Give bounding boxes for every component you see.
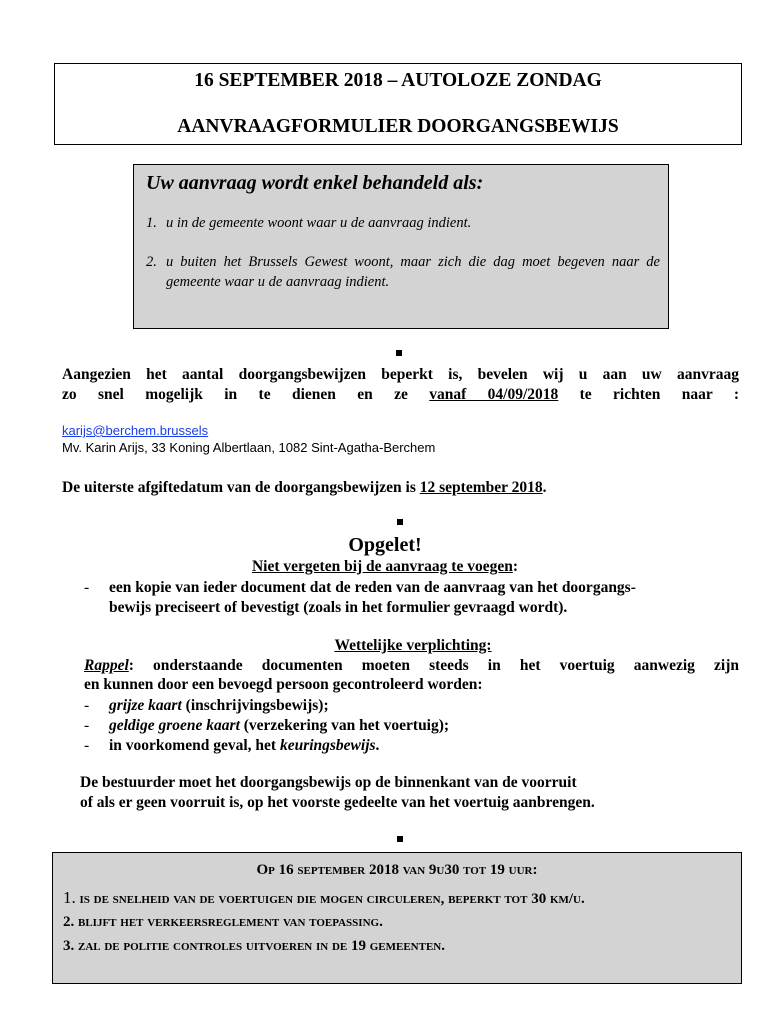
contact-email-link[interactable]: karijs@berchem.brussels xyxy=(62,423,209,438)
attention-item-line-2: bewijs preciseert of bevestigt (zoals in het formulier gevraagd wordt). xyxy=(109,599,568,616)
rappel-line-1 xyxy=(84,656,739,676)
condition-item xyxy=(146,252,660,292)
request-line-2 xyxy=(62,385,739,405)
deadline-date: 12 september 2018 xyxy=(419,479,543,496)
legal-item-italic: grijze kaart xyxy=(109,697,182,714)
rule-text: zal de politie controles uitvoeren in de 19 gemeenten. xyxy=(78,938,445,954)
legal-item xyxy=(84,736,739,756)
rule-number: 3. xyxy=(63,938,75,954)
driver-line-2: of als er geen voorruit is, op het voorste gedeelte van het voertuig aanbrengen. xyxy=(80,794,595,811)
rules-heading: Op 16 september 2018 van 9u30 tot 19 uur: xyxy=(256,862,538,878)
request-line-1: Aangezien het aantal doorgangsbewijzen beperkt is, bevelen wij u aan uw aanvraag xyxy=(62,366,739,383)
bullet-separator xyxy=(396,350,402,356)
legal-item-pre: in voorkomend geval, het xyxy=(109,737,280,754)
deadline-period: . xyxy=(542,479,547,496)
request-date: vanaf 04/09/2018 xyxy=(429,386,559,403)
condition-number: 1. xyxy=(146,215,157,231)
contact-address: Mv. Karin Arijs, 33 Koning Albertlaan, 1082 Sint-Agatha-Berchem xyxy=(62,440,436,455)
dash-marker: - xyxy=(84,737,90,754)
condition-number: 2. xyxy=(146,254,157,270)
title-box xyxy=(54,63,742,145)
rule-text: is de snelheid van de voertuigen die mogen circuleren, beperkt tot 30 km/u. xyxy=(79,891,585,907)
driver-line-1: De bestuurder moet het doorgangsbewijs op de binnenkant van de voorruit xyxy=(80,774,577,791)
legal-item-rest: (inschrijvingsbewijs); xyxy=(181,697,329,714)
condition-item xyxy=(146,213,660,233)
bullet-separator xyxy=(397,519,403,525)
rule-item xyxy=(63,938,445,955)
dash-marker: - xyxy=(84,717,90,734)
attention-subtitle: Niet vergeten bij de aanvraag te voegen xyxy=(251,558,513,575)
bullet-separator xyxy=(397,836,403,842)
condition-text: u buiten het Brussels Gewest woont, maar zich die dag moet begeven naar de gemeente waar u de aanvraag indient. xyxy=(166,254,660,290)
attention-item-line-1: een kopie van ieder document dat de reden van de aanvraag van het doorgangs- xyxy=(109,579,636,596)
legal-item-italic: keuringsbewijs xyxy=(279,737,376,754)
rappel-label: Rappel xyxy=(84,657,129,674)
conditions-box xyxy=(133,164,669,329)
rule-number: 2. xyxy=(63,914,75,930)
event-title: 16 SEPTEMBER 2018 – AUTOLOZE ZONDAG xyxy=(194,70,602,91)
contact-email-line xyxy=(62,423,208,438)
conditions-heading: Uw aanvraag wordt enkel behandeld als: xyxy=(146,172,484,194)
legal-item xyxy=(84,716,739,736)
form-title: AANVRAAGFORMULIER DOORGANGSBEWIJS xyxy=(177,116,619,137)
deadline-line xyxy=(62,479,546,497)
legal-item-rest: . xyxy=(375,737,380,754)
attention-item xyxy=(84,578,739,618)
rule-number: 1. xyxy=(63,888,76,907)
attention-colon: : xyxy=(512,558,519,575)
attention-subtitle-line xyxy=(0,558,770,576)
rappel-text: : onderstaande documenten moeten steeds in het voertuig aanwezig zijn xyxy=(128,657,739,674)
rule-item xyxy=(63,914,383,931)
condition-text: u in de gemeente woont waar u de aanvraag indient. xyxy=(166,215,472,231)
rule-item xyxy=(63,888,585,908)
legal-item-rest: (verzekering van het voertuig); xyxy=(239,717,450,734)
dash-marker: - xyxy=(84,697,90,714)
dash-marker: - xyxy=(84,579,90,596)
request-text-b: te richten naar : xyxy=(579,386,740,403)
legal-title: Wettelijke verplichting: xyxy=(334,637,492,654)
legal-item xyxy=(84,696,739,716)
rules-box xyxy=(52,852,742,984)
request-text-a: zo snel mogelijk in te dienen en ze xyxy=(62,386,408,403)
attention-title: Opgelet! xyxy=(348,534,422,556)
rappel-line-2: en kunnen door een bevoegd persoon gecontroleerd worden: xyxy=(84,676,483,693)
legal-item-italic: geldige groene kaart xyxy=(109,717,240,734)
deadline-text: De uiterste afgiftedatum van de doorgangsbewijzen is xyxy=(62,479,416,496)
rule-text: blijft het verkeersreglement van toepassing. xyxy=(78,914,383,930)
